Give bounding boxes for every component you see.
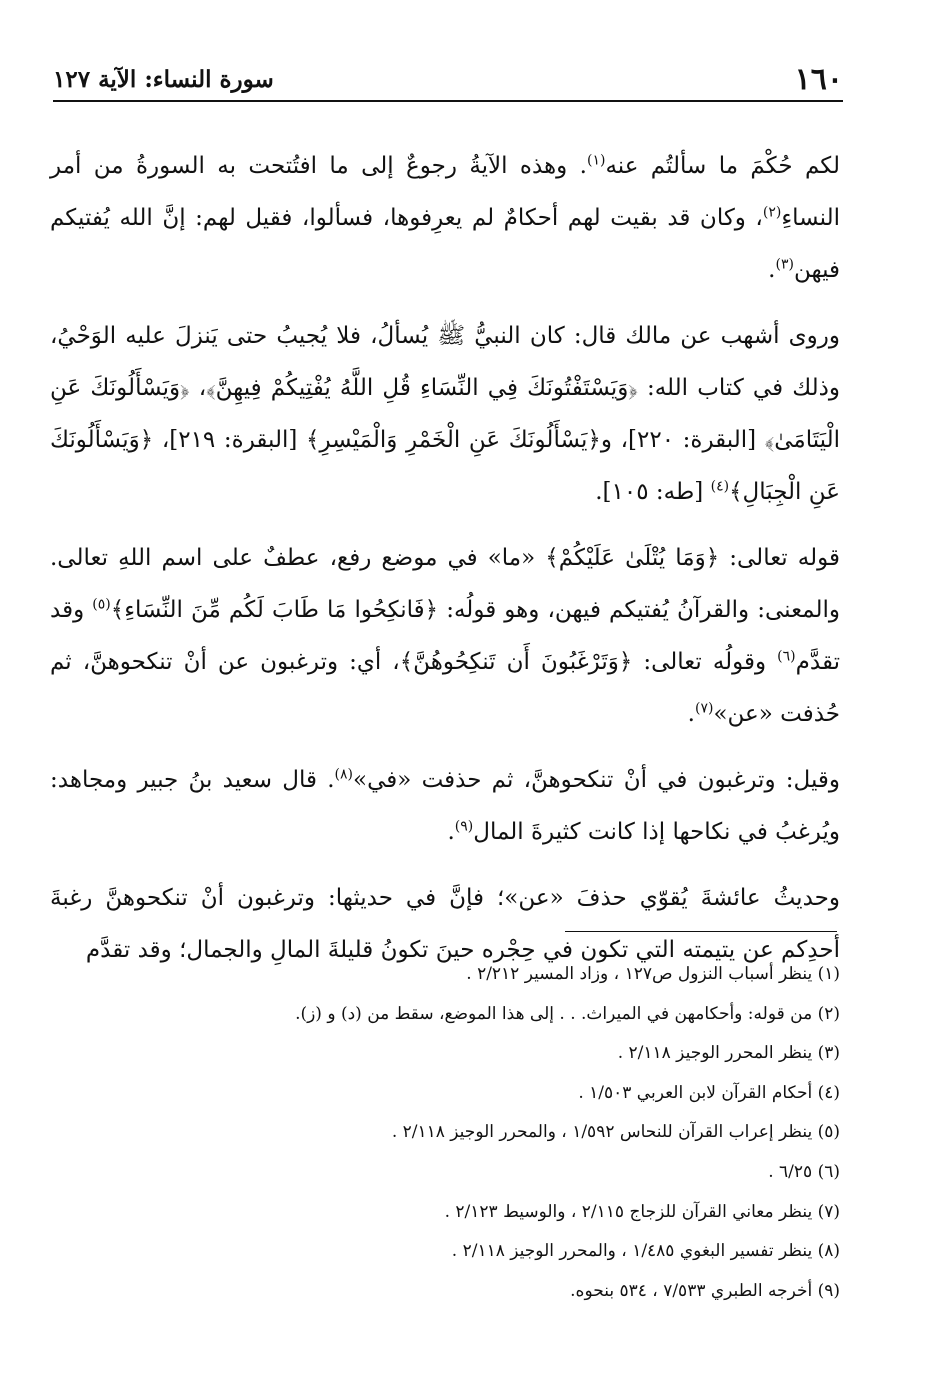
footnote-ref: (٦) — [777, 648, 796, 665]
paragraph-text: وروى أشهب عن مالك قال: كان النبيُّ ﷺ يُسألُ، فلا يُجيبُ حتى يَنزلَ عليه الوَحْيُ، وذلك في كتاب الله: ﴿وَيَسْتَفْتُونَكَ فِي النِّسَاءِ قُلِ اللَّهُ يُفْتِيكُمْ فِيهِنَّ﴾، ﴿وَيَسْأَلُونَكَ عَنِ الْيَتَامَىٰ﴾ [البقرة: ٢٢٠]، و﴿يَسْأَلُونَكَ عَنِ الْخَمْرِ وَالْمَيْسِرِ﴾ [البقرة: ٢١٩]، ﴿وَيَسْأَلُونَكَ عَنِ الْجِبَالِ﴾ — [50, 323, 840, 505]
footnote-ref: (٨) — [334, 766, 354, 783]
footnote-separator — [565, 931, 837, 932]
running-header — [53, 60, 843, 102]
paragraph-text: وقيل: وترغبون في أنْ تنكحوهنَّ، ثم حذفت «في» — [353, 767, 841, 793]
footnote-item: (١) ينظر أسباب النزول ص١٢٧ ، وزاد المسير ٢/٢١٢ . — [466, 964, 840, 984]
main-text — [50, 140, 840, 990]
paragraph-text: . — [768, 257, 776, 283]
paragraph — [50, 310, 840, 518]
footnote-ref: (٥) — [92, 596, 111, 613]
footnote-ref: (٧) — [694, 700, 714, 717]
footnote-item: (٤) أحكام القرآن لابن العربي ١/٥٠٣ . — [578, 1082, 840, 1103]
paragraph-text: [طه: ١٠٥]. — [595, 479, 711, 505]
footnote-ref: (٩) — [454, 818, 474, 835]
footnote-ref: (٢) — [762, 204, 782, 221]
footnote-ref: (٤) — [710, 478, 730, 495]
paragraph-text: . وهذه الآيةُ رجوعٌ إلى ما افتُتحت به السورةُ من أمر النساءِ — [50, 153, 841, 231]
paragraph-text: وقد تقدَّم — [50, 597, 840, 675]
paragraph-text: . — [687, 701, 695, 727]
paragraph-text: وحديثُ عائشةَ يُقوّي حذفَ «عن»؛ فإنَّ في حديثها: وترغبون أنْ تنكحوهنَّ رغبةَ أحدِكم عن يتيمته التي تكون في حِجْره حينَ تكونُ قليلةَ المالِ والجمال؛ وقد تقدَّم — [50, 885, 840, 963]
footnote-item: (٧) ينظر معاني القرآن للزجاج ٢/١١٥ ، والوسيط ٢/١٢٣ . — [444, 1201, 840, 1222]
paragraph-text: لكم حُكْمَ ما سألتُم عنه — [605, 153, 840, 179]
paragraph-text: وقولُه تعالى: ﴿وَتَرْغَبُونَ أَن تَنكِحُوهُنَّ﴾، أي: وترغبون عن أنْ تنكحوهنَّ، ثم حُذفت «عن» — [50, 649, 840, 727]
paragraph — [50, 532, 840, 740]
running-title: سورة النساء: الآية ١٢٧ — [53, 66, 274, 93]
footnote-item: (٥) ينظر إعراب القرآن للنحاس ١/٥٩٢ ، والمحرر الوجيز ٢/١١٨ . — [391, 1122, 840, 1143]
footnote-ref: (١) — [586, 152, 606, 169]
footnote-item: (٩) أخرجه الطبري ٧/٥٣٣ ، ٥٣٤ بنحوه. — [570, 1280, 840, 1301]
paragraph-text: قوله تعالى: ﴿وَمَا يُتْلَىٰ عَلَيْكُمْ﴾ «ما» في موضع رفع، عطفٌ على اسم اللهِ تعالى. والمعنى: والقرآنُ يُفتيكم فيهن، وهو قولُه: ﴿فَانكِحُوا مَا طَابَ لَكُم مِّنَ النِّسَاءِ﴾ — [50, 545, 840, 623]
paragraph — [50, 140, 840, 296]
paragraph-text: . — [447, 819, 455, 845]
paragraph-text: . قال سعيد بنُ جبير ومجاهد: ويُرغبُ في نكاحها إذا كانت كثيرةَ المال — [50, 767, 840, 845]
paragraph — [50, 754, 840, 858]
paragraph-text: ، وكان قد بقيت لهم أحكامٌ لم يعرِفوها، فسألوا، فقيل لهم: إنَّ الله يُفتيكم فيهن — [50, 205, 840, 283]
footnote-item: (٦) ٦/٢٥ . — [768, 1161, 840, 1182]
footnotes-list — [295, 955, 840, 1311]
footnote-item: (٨) ينظر تفسير البغوي ١/٤٨٥ ، والمحرر الوجيز ٢/١١٨ . — [451, 1241, 840, 1262]
page-number: ١٦٠ — [794, 62, 843, 97]
footnote-ref: (٣) — [775, 256, 794, 273]
footnote-item: (٣) ينظر المحرر الوجيز ٢/١١٨ . — [617, 1043, 840, 1064]
footnote-item: (٢) من قوله: وأحكامهن في الميراث. . . إلى هذا الموضع، سقط من (د) و (ز). — [295, 1003, 840, 1024]
